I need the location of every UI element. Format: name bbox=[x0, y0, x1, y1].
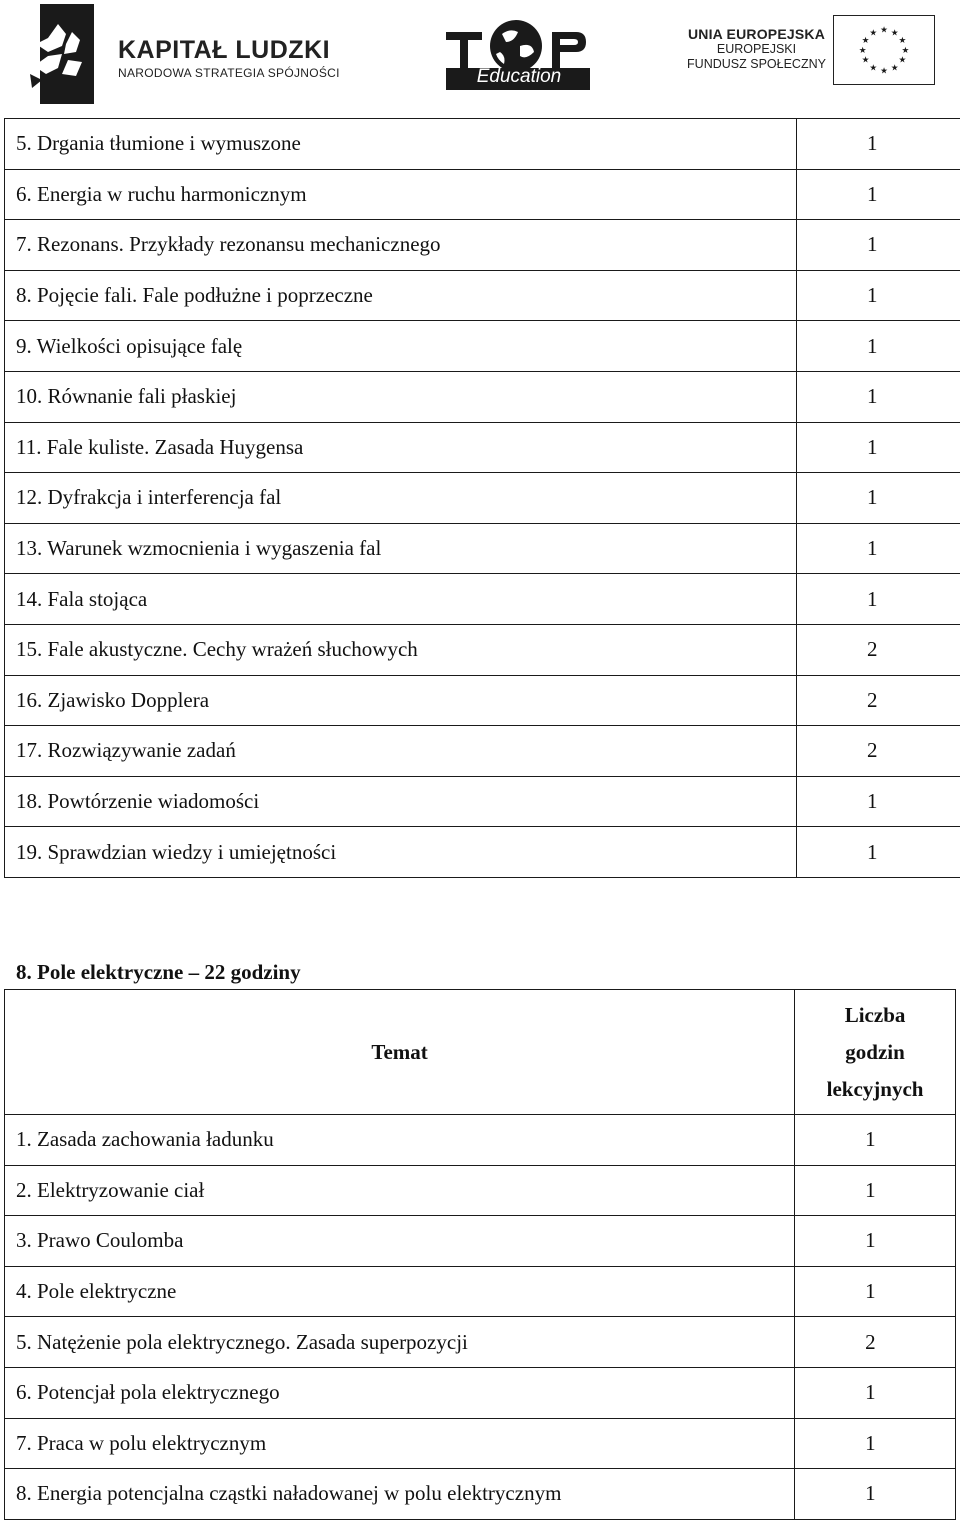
hours-cell: 2 bbox=[797, 726, 960, 777]
hours-cell: 1 bbox=[795, 1469, 956, 1520]
hours-cell: 1 bbox=[795, 1418, 956, 1469]
topic-cell: 5. Drgania tłumione i wymuszone bbox=[5, 119, 797, 170]
svg-text:★: ★ bbox=[880, 25, 888, 36]
table-row bbox=[5, 1317, 956, 1368]
table-header-row bbox=[5, 990, 956, 1115]
table-row bbox=[5, 169, 960, 220]
table-row bbox=[5, 1367, 956, 1418]
table-row bbox=[5, 624, 960, 675]
top-education-text: Education bbox=[476, 66, 562, 87]
table-row bbox=[5, 473, 960, 524]
table-row bbox=[5, 1266, 956, 1317]
hours-cell: 1 bbox=[795, 1367, 956, 1418]
column-header-hours-line3: lekcyjnych bbox=[826, 1076, 924, 1101]
topic-cell: 10. Równanie fali płaskiej bbox=[5, 371, 797, 422]
hours-cell: 1 bbox=[797, 523, 960, 574]
kapital-ludzki-title: KAPITAŁ LUDZKI bbox=[118, 36, 331, 64]
topic-cell: 13. Warunek wzmocnienia i wygaszenia fal bbox=[5, 523, 797, 574]
table-row bbox=[5, 776, 960, 827]
table-row bbox=[5, 1115, 956, 1166]
hours-cell: 1 bbox=[797, 574, 960, 625]
table-row bbox=[5, 270, 960, 321]
hours-cell: 1 bbox=[797, 321, 960, 372]
topic-cell: 1. Zasada zachowania ładunku bbox=[5, 1115, 795, 1166]
topic-cell: 6. Energia w ruchu harmonicznym bbox=[5, 169, 797, 220]
topic-cell: 16. Zjawisko Dopplera bbox=[5, 675, 797, 726]
hours-cell: 1 bbox=[797, 220, 960, 271]
eu-line2: EUROPEJSKI bbox=[716, 42, 797, 56]
hours-cell: 1 bbox=[797, 371, 960, 422]
hours-cell: 1 bbox=[797, 422, 960, 473]
svg-text:★: ★ bbox=[869, 63, 878, 74]
table-row bbox=[5, 726, 960, 777]
hours-cell: 2 bbox=[797, 675, 960, 726]
hours-cell: 1 bbox=[795, 1165, 956, 1216]
svg-text:★: ★ bbox=[861, 55, 870, 66]
topic-cell: 9. Wielkości opisujące falę bbox=[5, 321, 797, 372]
svg-text:★: ★ bbox=[858, 45, 867, 56]
svg-text:★: ★ bbox=[898, 55, 907, 66]
topic-cell: 6. Potencjał pola elektrycznego bbox=[5, 1367, 795, 1418]
topic-cell: 18. Powtórzenie wiadomości bbox=[5, 776, 797, 827]
svg-text:★: ★ bbox=[901, 45, 910, 56]
hours-cell: 2 bbox=[797, 624, 960, 675]
topic-cell: 15. Fale akustyczne. Cechy wrażeń słuchowych bbox=[5, 624, 797, 675]
topic-cell: 7. Rezonans. Przykłady rezonansu mechanicznego bbox=[5, 220, 797, 271]
table-row bbox=[5, 422, 960, 473]
topic-cell: 5. Natężenie pola elektrycznego. Zasada superpozycji bbox=[5, 1317, 795, 1368]
svg-text:★: ★ bbox=[898, 36, 907, 47]
topic-cell: 11. Fale kuliste. Zasada Huygensa bbox=[5, 422, 797, 473]
eu-line1: UNIA EUROPEJSKA bbox=[687, 26, 826, 42]
eu-line3: FUNDUSZ SPOŁECZNY bbox=[687, 57, 826, 71]
svg-text:★: ★ bbox=[890, 28, 899, 39]
svg-text:★: ★ bbox=[890, 63, 899, 74]
topics-table-electric-field bbox=[4, 989, 956, 1520]
hours-cell: 1 bbox=[795, 1266, 956, 1317]
column-header-hours-line1: Liczba bbox=[844, 1002, 906, 1027]
topics-table-continued bbox=[4, 118, 960, 878]
table-row bbox=[5, 1418, 956, 1469]
svg-text:★: ★ bbox=[869, 28, 878, 39]
kapital-ludzki-logo-icon bbox=[28, 4, 108, 104]
table-row bbox=[5, 371, 960, 422]
column-header-hours bbox=[795, 990, 956, 1115]
eu-text-block bbox=[684, 26, 829, 72]
table-row bbox=[5, 574, 960, 625]
topic-cell: 17. Rozwiązywanie zadań bbox=[5, 726, 797, 777]
topic-cell: 2. Elektryzowanie ciał bbox=[5, 1165, 795, 1216]
hours-cell: 1 bbox=[797, 827, 960, 878]
topic-cell: 7. Praca w polu elektrycznym bbox=[5, 1418, 795, 1469]
hours-cell: 1 bbox=[795, 1216, 956, 1267]
table-row bbox=[5, 1216, 956, 1267]
hours-cell: 1 bbox=[797, 473, 960, 524]
topic-cell: 19. Sprawdzian wiedzy i umiejętności bbox=[5, 827, 797, 878]
table-row bbox=[5, 675, 960, 726]
section-heading: 8. Pole elektryczne – 22 godziny bbox=[16, 960, 301, 984]
hours-cell: 1 bbox=[797, 776, 960, 827]
column-header-hours-line2: godzin bbox=[845, 1039, 905, 1064]
hours-cell: 1 bbox=[797, 169, 960, 220]
eu-flag-icon bbox=[833, 15, 935, 85]
table-row bbox=[5, 827, 960, 878]
topic-cell: 4. Pole elektryczne bbox=[5, 1266, 795, 1317]
hours-cell: 1 bbox=[797, 270, 960, 321]
page-header bbox=[0, 0, 960, 110]
table-row bbox=[5, 220, 960, 271]
column-header-topic: Temat bbox=[5, 990, 795, 1115]
topic-cell: 14. Fala stojąca bbox=[5, 574, 797, 625]
topic-cell: 8. Pojęcie fali. Fale podłużne i poprzeczne bbox=[5, 270, 797, 321]
table-row bbox=[5, 1165, 956, 1216]
topic-cell: 3. Prawo Coulomba bbox=[5, 1216, 795, 1267]
hours-cell: 1 bbox=[797, 119, 960, 170]
kapital-ludzki-subtitle: NARODOWA STRATEGIA SPÓJNOŚCI bbox=[118, 66, 340, 80]
table-row bbox=[5, 321, 960, 372]
topic-cell: 8. Energia potencjalna cząstki naładowanej w polu elektrycznym bbox=[5, 1469, 795, 1520]
table-row bbox=[5, 119, 960, 170]
table-row bbox=[5, 1469, 956, 1520]
svg-text:★: ★ bbox=[861, 36, 870, 47]
svg-text:★: ★ bbox=[880, 66, 888, 77]
table-row bbox=[5, 523, 960, 574]
hours-cell: 2 bbox=[795, 1317, 956, 1368]
topic-cell: 12. Dyfrakcja i interferencja fal bbox=[5, 473, 797, 524]
hours-cell: 1 bbox=[795, 1115, 956, 1166]
